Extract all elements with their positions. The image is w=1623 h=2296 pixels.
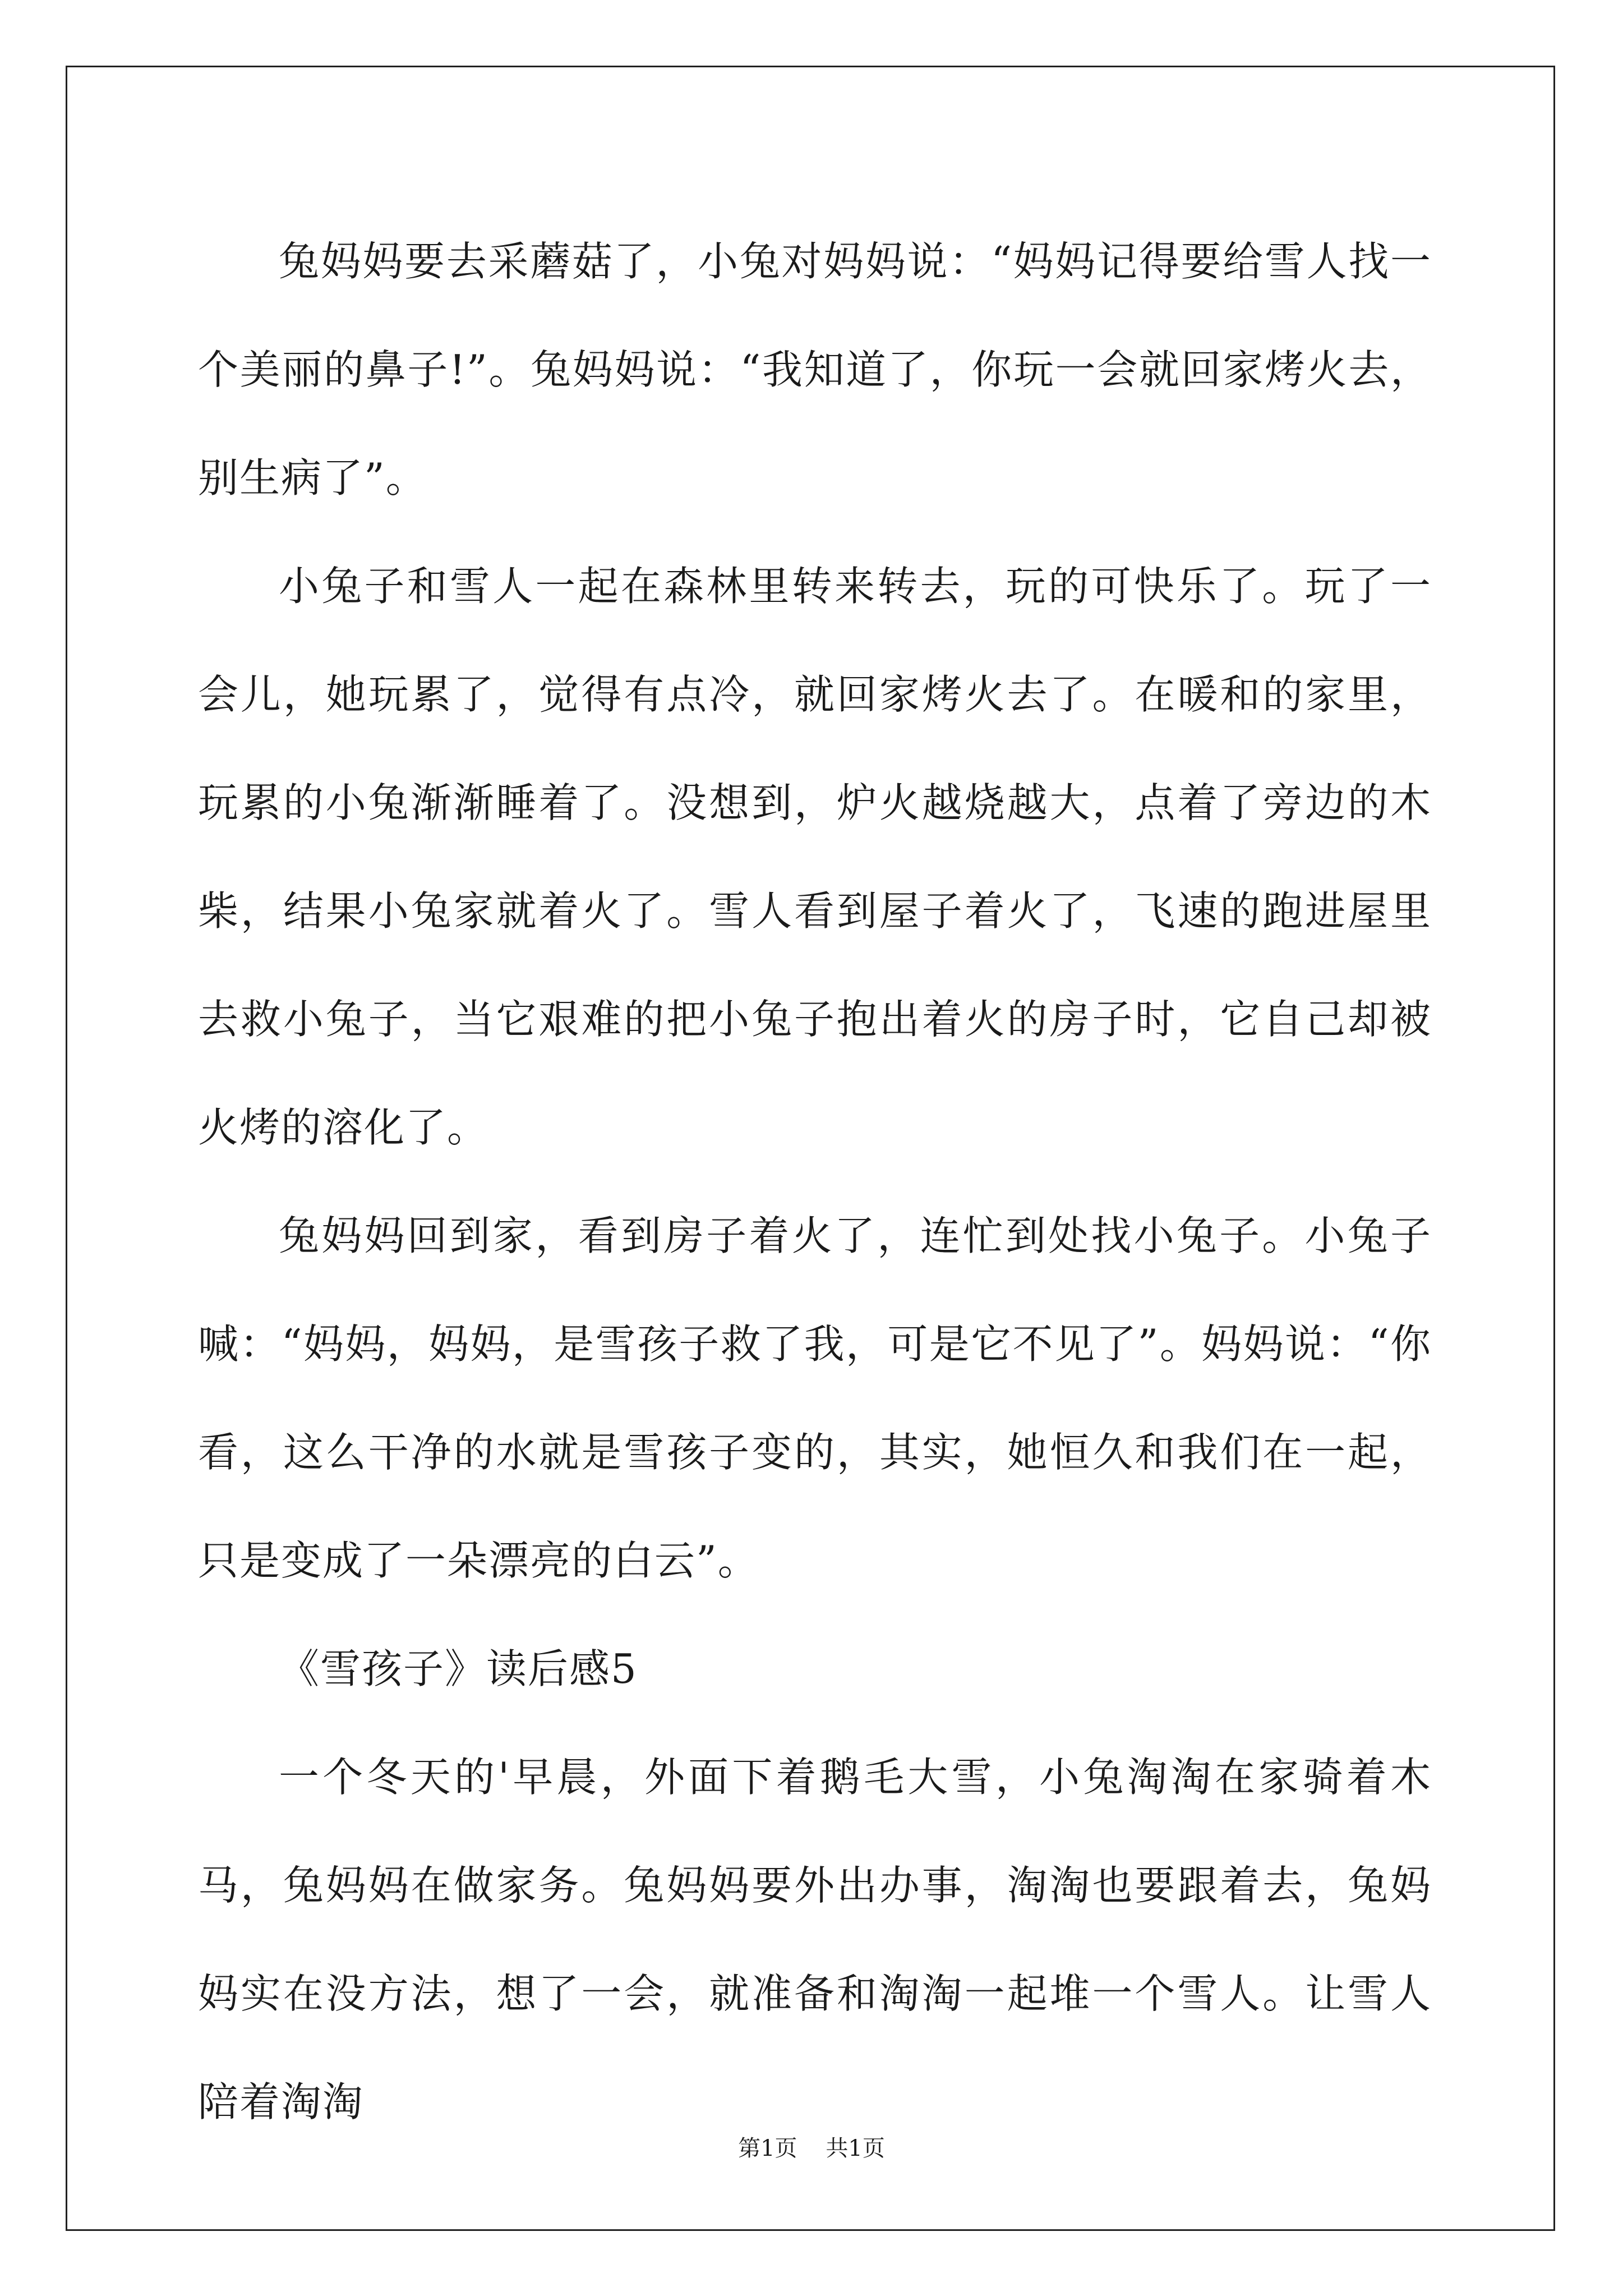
page-footer: [0, 2132, 1623, 2165]
paragraph: 兔妈妈回到家，看到房子着火了，连忙到处找小兔子。小兔子喊：“妈妈，妈妈，是雪孩子救了我，可是它不见了”。妈妈说：“你看，这么干净的水就是雪孩子变的，其实，她恒久和我们在一起，只是变成了一朵漂亮的白云”。: [198, 1212, 1432, 1584]
paragraph: 兔妈妈要去采蘑菇了，小兔对妈妈说：“妈妈记得要给雪人找一个美丽的鼻子!”。兔妈妈说：“我知道了，你玩一会就回家烤火去，别生病了”。: [198, 238, 1432, 501]
section-heading: 《雪孩子》读后感5: [279, 1645, 638, 1692]
paragraph: 小兔子和雪人一起在森林里转来转去，玩的可快乐了。玩了一会儿，她玩累了，觉得有点冷，就回家烤火去了。在暖和的家里，玩累的小兔渐渐睡着了。没想到，炉火越烧越大，点着了旁边的木柴，结果小兔家就着火了。雪人看到屋子着火了，飞速的跑进屋里去救小兔子，当它艰难的把小兔子抱出着火的房子时，它自己却被火烤的溶化了。: [198, 563, 1432, 1151]
page-number: 第1页: [738, 2136, 797, 2161]
footer-gap: [797, 2136, 826, 2161]
paragraph: 一个冬天的'早晨，外面下着鹅毛大雪，小兔淘淘在家骑着木马，兔妈妈在做家务。兔妈妈要外出办事，淘淘也要跟着去，兔妈妈实在没方法，想了一会，就准备和淘淘一起堆一个雪人。让雪人陪着淘淘: [198, 1754, 1432, 2125]
page-total: 共1页: [826, 2136, 885, 2161]
document-body: [198, 208, 1432, 2156]
